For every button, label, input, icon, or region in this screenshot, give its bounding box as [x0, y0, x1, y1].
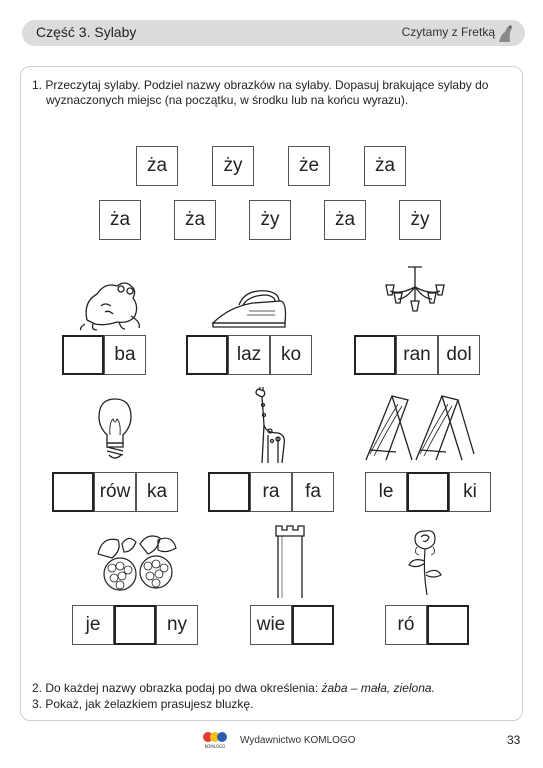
- blank-syllable-slot[interactable]: [354, 335, 396, 375]
- blank-syllable-slot[interactable]: [407, 472, 449, 512]
- series-title: Czytamy z Fretką: [401, 25, 495, 39]
- publisher-name: Wydawnictwo KOMLOGO: [240, 735, 356, 746]
- syllable-tile[interactable]: ży: [249, 200, 291, 240]
- blank-syllable-slot[interactable]: [52, 472, 94, 512]
- additional-tasks: [32, 680, 512, 712]
- blank-syllable-slot[interactable]: [62, 335, 104, 375]
- task2: [32, 680, 512, 696]
- giraffe-picture: [248, 385, 290, 465]
- syllable-tile[interactable]: że: [288, 146, 330, 186]
- syllable-tile[interactable]: ża: [324, 200, 366, 240]
- blank-syllable-slot[interactable]: [292, 605, 334, 645]
- word-syllable: ra: [250, 472, 292, 512]
- word-syllable: ny: [156, 605, 198, 645]
- word-syllable: je: [72, 605, 114, 645]
- deck-chairs-picture: [362, 390, 478, 462]
- blank-syllable-slot[interactable]: [186, 335, 228, 375]
- word-syllable: dol: [438, 335, 480, 375]
- blackberries-picture: [92, 530, 182, 592]
- rose-picture: [405, 527, 445, 597]
- frog-picture: [75, 272, 145, 332]
- syllable-tile[interactable]: ża: [174, 200, 216, 240]
- word-syllable: ran: [396, 335, 438, 375]
- word-syllable: ki: [449, 472, 491, 512]
- word-syllable: ka: [136, 472, 178, 512]
- page-number: 33: [507, 733, 521, 747]
- light-bulb-picture: [95, 397, 135, 461]
- section-title: Część 3. Sylaby: [36, 24, 137, 40]
- word-syllable: ró: [385, 605, 427, 645]
- syllable-tile[interactable]: ży: [212, 146, 254, 186]
- blank-syllable-slot[interactable]: [427, 605, 469, 645]
- task1-line1: 1. Przeczytaj sylaby. Podziel nazwy obrazków na sylaby. Dopasuj brakujące sylaby do: [32, 78, 489, 92]
- svg-text:KOMLOGO: KOMLOGO: [204, 744, 226, 749]
- word-syllable: ba: [104, 335, 146, 375]
- word-syllable: le: [365, 472, 407, 512]
- word-syllable: laz: [228, 335, 270, 375]
- blank-syllable-slot[interactable]: [208, 472, 250, 512]
- word-syllable: ko: [270, 335, 312, 375]
- task1-line2: wyznaczonych miejsc (na początku, w środku lub na końcu wyrazu).: [46, 93, 409, 107]
- word-syllable: wie: [250, 605, 292, 645]
- word-syllable: rów: [94, 472, 136, 512]
- header-bar: [22, 20, 525, 46]
- syllable-tile[interactable]: ża: [136, 146, 178, 186]
- syllable-tile[interactable]: ża: [364, 146, 406, 186]
- task2-example: żaba – mała, zielona.: [321, 681, 435, 695]
- komlogo-logo-icon: [200, 730, 230, 750]
- word-syllable: fa: [292, 472, 334, 512]
- syllable-tile[interactable]: ży: [399, 200, 441, 240]
- task3: 3. Pokaż, jak żelazkiem prasujesz bluzkę.: [32, 697, 254, 711]
- tower-picture: [270, 522, 310, 598]
- ferret-mascot-icon: [495, 22, 515, 44]
- chandelier-picture: [380, 265, 450, 327]
- iron-picture: [209, 285, 289, 330]
- task1-instructions: [32, 78, 512, 108]
- task2-text: 2. Do każdej nazwy obrazka podaj po dwa określenia:: [32, 681, 322, 695]
- blank-syllable-slot[interactable]: [114, 605, 156, 645]
- syllable-tile[interactable]: ża: [99, 200, 141, 240]
